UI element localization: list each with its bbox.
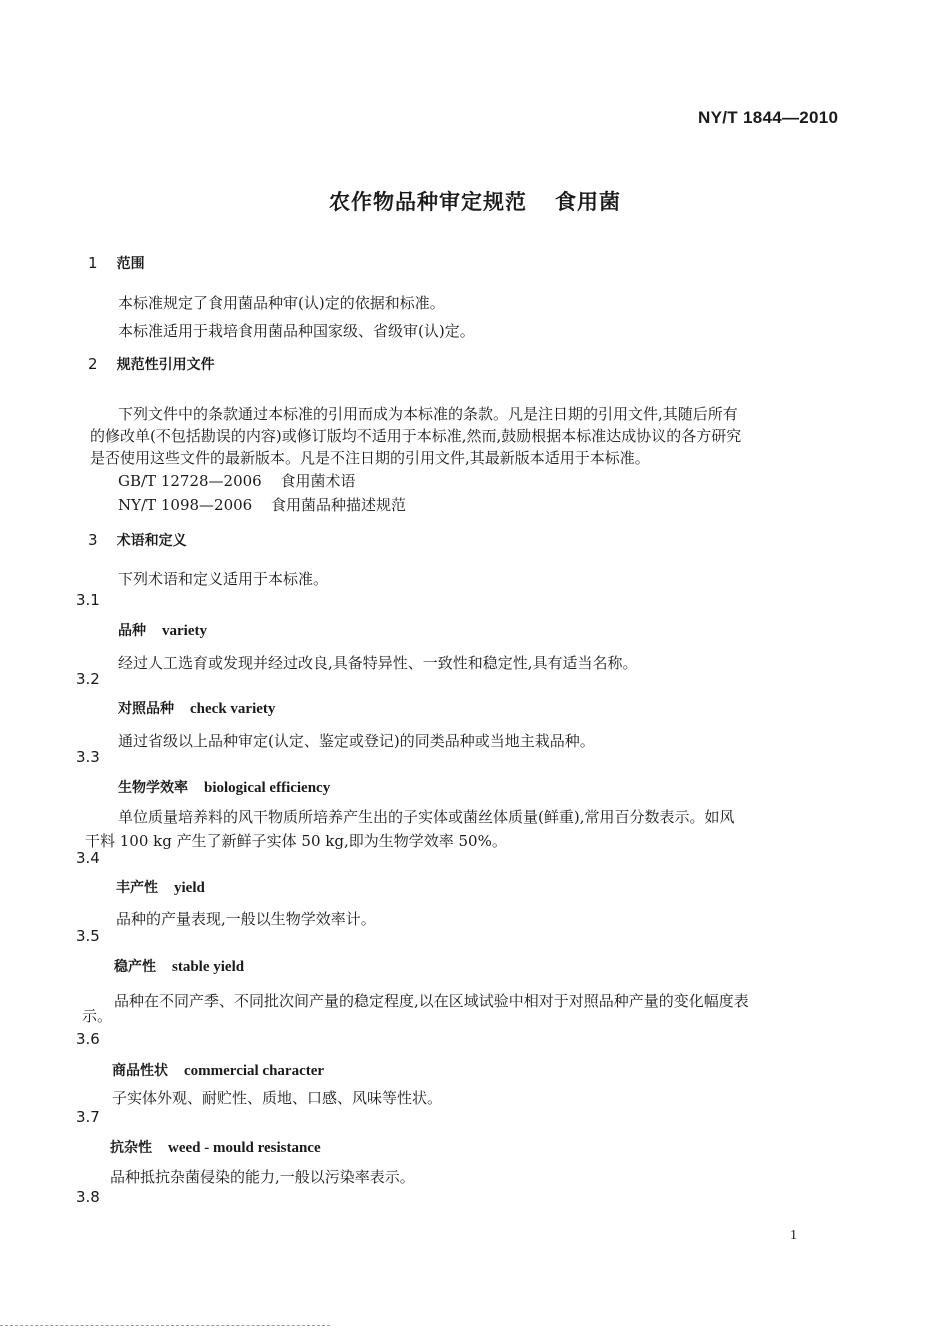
paragraph: 下列术语和定义适用于本标准。 bbox=[118, 570, 329, 588]
reference-code: GB/T 12728—2006 bbox=[118, 472, 262, 490]
term-english: variety bbox=[162, 623, 207, 639]
section-title: 范围 bbox=[116, 256, 145, 272]
term-heading bbox=[114, 956, 244, 976]
term-heading bbox=[110, 1137, 321, 1157]
term-definition: 子实体外观、耐贮性、质地、口感、风味等性状。 bbox=[112, 1089, 443, 1107]
section-title: 术语和定义 bbox=[116, 533, 187, 549]
term-number: 3.4 bbox=[76, 849, 100, 867]
term-heading bbox=[118, 777, 330, 797]
term-definition: 品种的产量表现,一般以生物学效率计。 bbox=[116, 910, 376, 928]
term-chinese: 对照品种 bbox=[118, 701, 174, 717]
reference-code: NY/T 1098—2006 bbox=[118, 496, 253, 514]
term-english: yield bbox=[174, 880, 205, 896]
term-number: 3.1 bbox=[76, 591, 100, 609]
term-definition: 品种在不同产季、不同批次间产量的稳定程度,以在区域试验中相对于对照品种产量的变化幅度表 bbox=[114, 992, 749, 1010]
term-english: biological efficiency bbox=[204, 780, 331, 796]
term-definition: 品种抵抗杂菌侵染的能力,一般以污染率表示。 bbox=[110, 1168, 415, 1186]
term-heading bbox=[118, 698, 275, 718]
term-chinese: 稳产性 bbox=[114, 959, 156, 975]
document-title bbox=[0, 186, 950, 216]
term-chinese: 商品性状 bbox=[112, 1063, 168, 1079]
term-english: stable yield bbox=[172, 959, 245, 975]
term-english: check variety bbox=[190, 701, 276, 717]
term-definition: 干料 100 kg 产生了新鲜子实体 50 kg,即为生物学效率 50%。 bbox=[85, 832, 507, 850]
term-definition: 单位质量培养料的风干物质所培养产生出的子实体或菌丝体质量(鲜重),常用百分数表示。如风 bbox=[118, 808, 735, 826]
section-number: 3 bbox=[88, 531, 98, 549]
section-number: 2 bbox=[88, 355, 98, 373]
term-definition: 示。 bbox=[82, 1007, 113, 1025]
term-english: weed - mould resistance bbox=[168, 1140, 321, 1156]
page-number: 1 bbox=[790, 1228, 797, 1243]
term-chinese: 抗杂性 bbox=[110, 1140, 152, 1156]
paragraph-line: 下列文件中的条款通过本标准的引用而成为本标准的条款。凡是注日期的引用文件,其随后所有 bbox=[118, 405, 738, 423]
term-number: 3.7 bbox=[76, 1108, 100, 1126]
term-number: 3.8 bbox=[76, 1188, 100, 1206]
reference-item bbox=[118, 494, 406, 515]
term-heading bbox=[116, 877, 205, 897]
reference-name: 食用菌品种描述规范 bbox=[270, 496, 406, 514]
term-definition: 经过人工选育或发现并经过改良,具备特异性、一致性和稳定性,具有适当名称。 bbox=[118, 654, 638, 672]
paragraph-line: 是否使用这些文件的最新版本。凡是不注日期的引用文件,其最新版本适用于本标准。 bbox=[90, 449, 650, 467]
section-3-heading bbox=[88, 530, 187, 550]
term-english: commercial character bbox=[184, 1063, 325, 1079]
paragraph-line: 的修改单(不包括勘误的内容)或修订版均不适用于本标准,然而,鼓励根据本标准达成协议的各方研究 bbox=[90, 427, 742, 445]
term-chinese: 丰产性 bbox=[116, 880, 158, 896]
section-2-heading bbox=[88, 354, 215, 374]
term-definition: 通过省级以上品种审定(认定、鉴定或登记)的同类品种或当地主栽品种。 bbox=[118, 732, 595, 750]
paragraph: 本标准适用于栽培食用菌品种国家级、省级审(认)定。 bbox=[118, 322, 475, 340]
term-number: 3.2 bbox=[76, 670, 100, 688]
term-number: 3.3 bbox=[76, 748, 100, 766]
paragraph: 本标准规定了食用菌品种审(认)定的依据和标准。 bbox=[118, 294, 445, 312]
term-heading bbox=[118, 620, 207, 640]
term-heading bbox=[112, 1060, 324, 1080]
standard-number: NY/T 1844—2010 bbox=[698, 108, 839, 127]
reference-name: 食用菌术语 bbox=[280, 472, 356, 490]
section-1-heading bbox=[88, 253, 145, 273]
reference-item bbox=[118, 470, 356, 491]
term-number: 3.5 bbox=[76, 927, 100, 945]
bottom-rule bbox=[0, 1325, 330, 1326]
title-sub: 食用菌 bbox=[555, 190, 621, 214]
term-number: 3.6 bbox=[76, 1030, 100, 1048]
section-title: 规范性引用文件 bbox=[116, 357, 215, 373]
term-chinese: 品种 bbox=[118, 623, 146, 639]
section-number: 1 bbox=[88, 254, 98, 272]
title-main: 农作物品种审定规范 bbox=[329, 190, 527, 214]
term-chinese: 生物学效率 bbox=[118, 780, 188, 796]
